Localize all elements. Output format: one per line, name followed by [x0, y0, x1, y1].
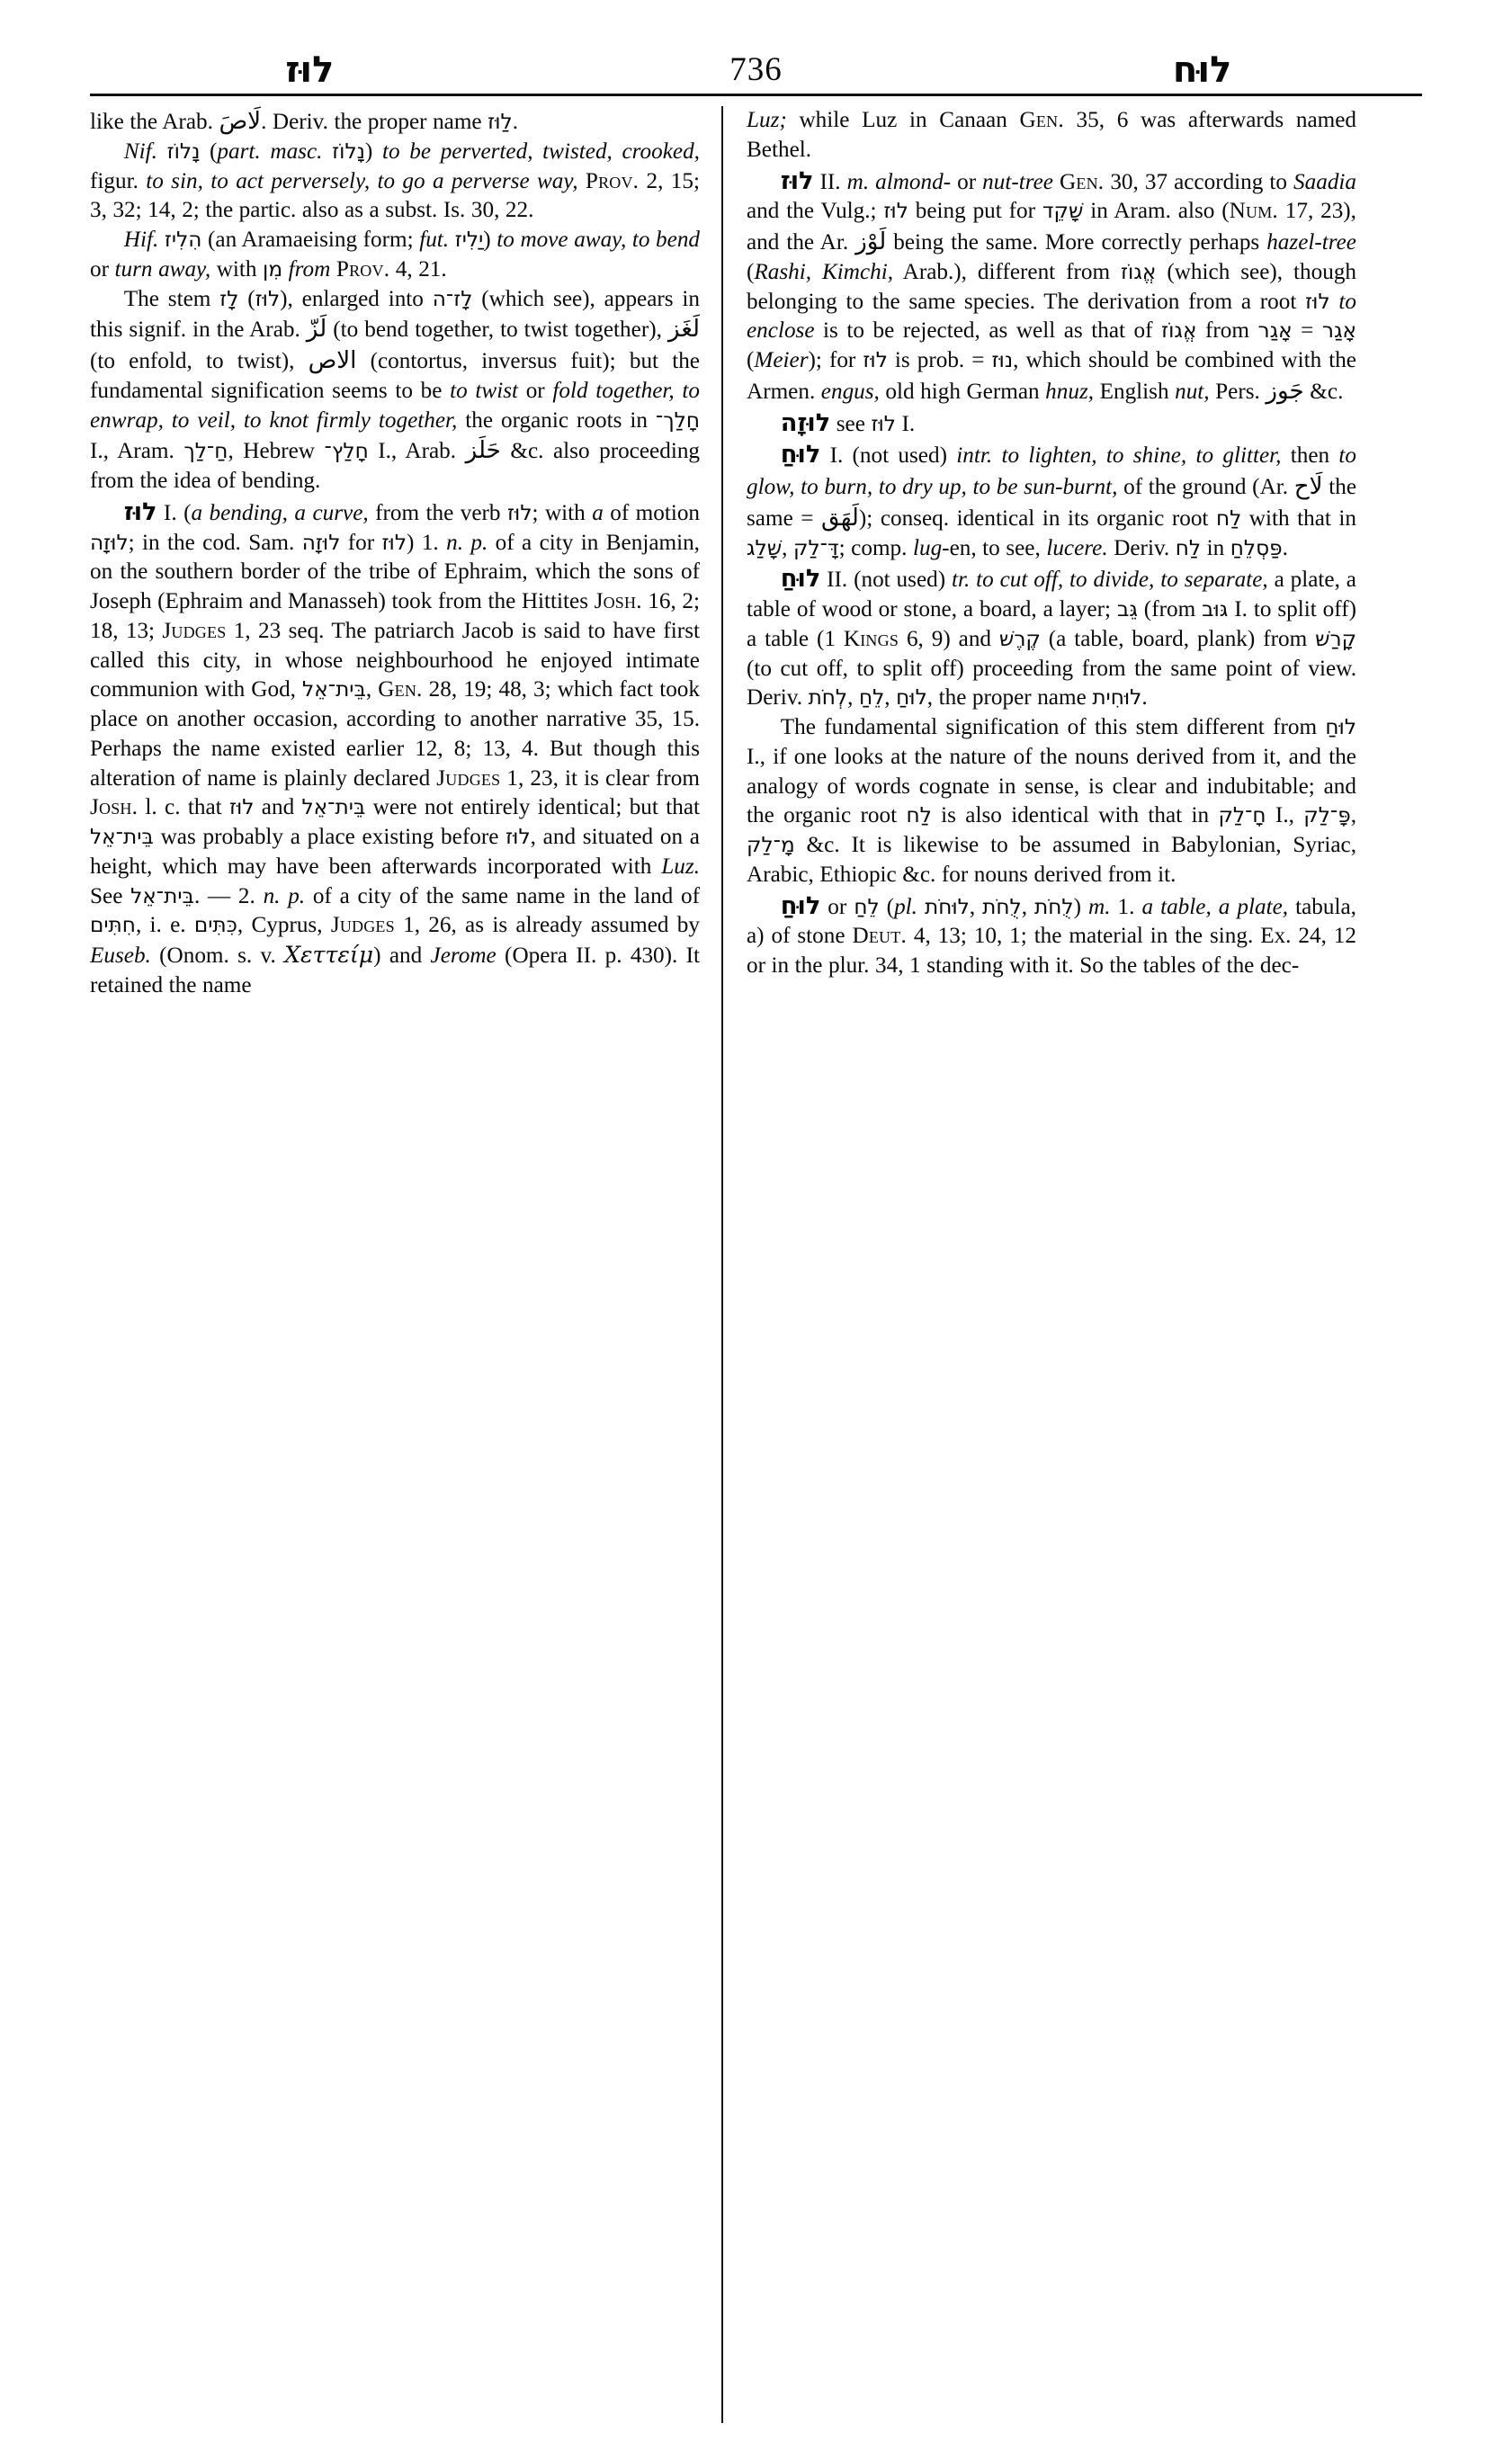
scripture-reference: Num.: [1229, 199, 1278, 224]
hebrew-word: גֵּב: [1116, 597, 1138, 621]
para-nifal: [90, 138, 700, 226]
text-run: 1, 23, it is clear from: [500, 765, 700, 791]
hebrew-word: לוּז: [505, 825, 531, 849]
text-run: (: [747, 348, 755, 372]
italic-gloss: Hif.: [123, 228, 159, 252]
text-run: tabula, a) of stone: [747, 894, 1356, 949]
italic-gloss: from: [288, 256, 331, 282]
hebrew-word: לֻחֹת: [982, 894, 1022, 919]
arabic-word: جَوز: [1266, 377, 1304, 405]
text-run: (: [238, 286, 255, 311]
text-run: [917, 895, 925, 919]
scripture-reference: Gen.: [378, 677, 423, 702]
text-run: like the Arab.: [90, 110, 219, 134]
italic-gloss: Luz;: [747, 108, 787, 132]
italic-gloss: a table, a plate,: [1141, 894, 1289, 919]
text-run: See: [90, 883, 131, 908]
italic-gloss: turn away,: [114, 256, 211, 282]
text-run: ), enlarged into: [280, 286, 433, 311]
scripture-reference: Josh.: [594, 589, 642, 613]
para-fundamental: [747, 713, 1356, 890]
text-run: I., Arab.: [368, 439, 466, 464]
text-run: 4, 13; 10, 1; the material in the sing. Ex. 24, 12 or in the plur. 34, 1 standing with it. So the tables of the dec-: [747, 924, 1356, 978]
hebrew-word: לְחֹת: [808, 685, 848, 711]
text-run: is to be rejected, as well as that of: [814, 318, 1162, 344]
italic-gloss: Euseb.: [90, 943, 151, 968]
hebrew-word: פָּ־לַק: [1303, 803, 1351, 828]
text-run: .: [512, 110, 518, 134]
text-run: ,: [782, 535, 793, 560]
text-run: ,: [365, 677, 379, 702]
text-run: for: [340, 530, 382, 555]
page-number: 736: [729, 51, 783, 88]
text-run: I., if one looks at the nature of the nouns derived from it, and the analogy of words cognate in sense, is clear and indubitable; and the organic root: [747, 744, 1356, 828]
text-run: 1, 26, as is already assumed by: [394, 913, 700, 938]
text-run: (: [747, 259, 755, 284]
italic-gloss: Jerome: [430, 943, 497, 968]
italic-gloss: nut,: [1175, 379, 1210, 404]
hebrew-word: גּוּב: [1202, 597, 1229, 621]
text-run: ,: [1021, 894, 1035, 919]
italic-gloss: Rashi, Kimchi,: [754, 259, 894, 284]
scripture-reference: Gen.: [1060, 169, 1105, 194]
hebrew-word: לוּחֹת: [924, 894, 970, 919]
text-run: The fundamental signification of this stem different from: [780, 715, 1326, 739]
text-column-left: [90, 106, 723, 2423]
italic-gloss: Nif.: [123, 139, 157, 164]
text-run: is also identical with that in: [931, 803, 1219, 828]
text-run: [1330, 290, 1339, 314]
hebrew-word: לֵחַ: [854, 894, 880, 919]
text-run: [578, 169, 586, 193]
text-run: figur.: [90, 168, 147, 193]
scripture-reference: Prov.: [336, 256, 390, 282]
italic-gloss: to divide, to separate,: [1069, 568, 1268, 593]
hebrew-headword: לוּחַ: [780, 441, 821, 469]
text-run: Deriv.: [1107, 535, 1176, 560]
text-run: , and situated on a height, which may have been afterwards incorporated with: [90, 825, 700, 879]
text-run: of a city of the same name in the land of: [305, 883, 700, 908]
text-run: ); conseq. identical in its organic root: [858, 505, 1216, 531]
text-run: while Luz in Canaan: [786, 108, 1020, 132]
hebrew-word: שָׁקֵד: [1042, 199, 1084, 224]
italic-gloss: Meier: [754, 348, 809, 372]
text-run: 35, 6 was afterwards named Bethel.: [747, 108, 1357, 162]
hebrew-word: לוּז: [506, 500, 532, 525]
text-run: (contortus, inversus fuit); but the fundamental signification seems to be: [90, 349, 700, 403]
text-run: en, to see,: [949, 535, 1047, 560]
italic-gloss: engus,: [820, 379, 880, 404]
text-run: (to enfold, to twist),: [90, 349, 309, 373]
hebrew-headword: לוּזָה: [780, 408, 831, 437]
text-run: English: [1094, 379, 1176, 404]
text-run: (to cut off, to split off) proceeding from the same point of view. Deriv.: [747, 656, 1356, 711]
text-run: was probably a place existing before: [153, 825, 506, 849]
hebrew-word: אֱגוֹז: [1121, 259, 1157, 284]
scripture-reference: Judges: [162, 618, 227, 643]
para-luz-deriv: [90, 106, 700, 138]
hebrew-word: לוּז: [255, 286, 281, 311]
scripture-reference: Josh.: [90, 795, 139, 820]
italic-gloss: fut.: [419, 228, 450, 252]
text-run: ; with: [532, 500, 593, 525]
hebrew-word: יַלִיז: [454, 228, 484, 252]
scripture-reference: Judges: [330, 913, 395, 938]
text-run: (: [879, 894, 895, 919]
italic-gloss: a bending, a curve,: [191, 500, 369, 525]
text-run: 30, 37 according to: [1104, 169, 1294, 194]
text-run: &c. It is likewise to be assumed in Babylonian, Syriac, Arabic, Ethiopic &c. for nouns derived from it.: [747, 833, 1356, 887]
text-run: [322, 139, 332, 164]
italic-gloss: lug-: [912, 535, 950, 560]
text-run: 1, 23 seq. The patriarch Jacob is said to have first called this city, in whose neighbourhood he enjoyed intimate communion with God,: [90, 618, 700, 702]
text-run: (Opera II. p. 430). It retained the name: [90, 943, 701, 997]
text-run: ): [1073, 894, 1089, 919]
scripture-reference: Deut.: [852, 924, 907, 949]
text-run: or: [90, 256, 115, 282]
column-container: [90, 106, 1422, 2423]
hebrew-word: לַח: [1215, 505, 1242, 531]
text-column-right: [723, 106, 1356, 2423]
hebrew-word: לַח: [906, 803, 932, 828]
hebrew-word: חָלַך־: [655, 407, 700, 433]
italic-gloss: lucere.: [1046, 535, 1108, 560]
text-run: , i. e.: [135, 913, 194, 938]
text-run: Pers.: [1209, 379, 1266, 404]
text-run: and: [254, 795, 302, 820]
text-run: I., Aram.: [90, 439, 184, 464]
text-run: with that in: [1241, 505, 1356, 531]
hebrew-word: בֵּית־אֵל: [130, 883, 194, 908]
para-luz-I: [90, 496, 700, 1001]
arabic-word: لَاصَ: [219, 108, 262, 135]
text-run: in Aram. also (: [1083, 199, 1230, 224]
text-run: old high German: [879, 379, 1046, 404]
text-run: being put for: [908, 199, 1042, 224]
hebrew-word: אָגַר: [1321, 318, 1356, 344]
hebrew-word: לוּז: [871, 411, 896, 436]
hebrew-word: לוּחִית: [1092, 685, 1142, 711]
text-run: ) 1.: [407, 530, 447, 555]
italic-gloss: intr. to lighten, to shine, to glitter,: [956, 443, 1282, 469]
para-luach-I: [747, 439, 1356, 563]
running-head-right-headword: לוּח: [1172, 49, 1232, 91]
text-run: , the proper name: [926, 685, 1093, 711]
text-run: ,: [969, 894, 983, 919]
text-run: 17, 23), and the Ar.: [747, 199, 1356, 255]
text-run: I. (: [157, 500, 192, 525]
para-luach-noun: [747, 890, 1356, 981]
arabic-word: لَهَق: [821, 504, 859, 532]
text-run: I.,: [1266, 803, 1304, 828]
italic-gloss: a: [592, 500, 604, 525]
text-run: or: [951, 169, 983, 194]
hebrew-word: הִלִיז: [164, 228, 202, 252]
arabic-word: لَغَز: [667, 316, 700, 344]
text-run: or: [820, 894, 854, 919]
italic-gloss: fold together, to enwrap, to veil, to knot firmly together,: [90, 378, 700, 433]
arabic-word: لَوْز: [855, 228, 887, 255]
text-run: The stem: [123, 286, 220, 311]
hebrew-word: לֵחַ: [858, 685, 885, 711]
italic-gloss: n. p.: [446, 530, 488, 555]
text-run: [158, 228, 165, 252]
para-luz-II: [747, 165, 1356, 407]
text-run: II. (not used): [820, 568, 952, 593]
text-run: I. to split off) a table (1: [747, 597, 1356, 651]
italic-gloss: Luz.: [661, 854, 700, 879]
text-run: of a city in Benjamin, on the southern border of the tribe of Ephraim, which the sons of Joseph (Ephraim and Manasseh) took from the Hittites: [90, 530, 700, 613]
italic-gloss: to twist: [450, 378, 519, 403]
hebrew-word: חַ־לַך: [183, 439, 228, 464]
hebrew-word: חָ־לַק: [1218, 803, 1266, 828]
text-run: &c.: [1303, 379, 1344, 404]
italic-gloss: n. p.: [263, 883, 306, 908]
italic-gloss: to be perverted, twisted, crooked,: [381, 139, 700, 164]
text-run: 28, 19; 48, 3; which fact took place on another occasion, according to another narrative 35, 15. Perhaps the name existed earlier 12, 8; 13, 4. But though this alteration of name is plainly declared: [90, 677, 700, 791]
hebrew-word: לֻחֹת: [1034, 894, 1074, 919]
text-run: being the same. More correctly perhaps: [886, 230, 1267, 255]
text-run: is prob. =: [887, 348, 992, 372]
hebrew-headword: לוּחַ: [780, 565, 821, 594]
text-run: ,: [1350, 803, 1357, 828]
italic-gloss: to move away, to bend: [497, 228, 701, 252]
hebrew-word: נוּז: [991, 348, 1014, 372]
hebrew-word: לוּז: [863, 348, 888, 372]
text-run: see: [830, 411, 872, 436]
greek-word: Χεττείμ: [284, 942, 374, 968]
arabic-word: الاص: [308, 347, 357, 374]
text-run: the organic roots in: [457, 407, 656, 433]
text-run: =: [1292, 318, 1322, 344]
text-run: 6, 9) and: [899, 626, 999, 651]
para-hifil: [90, 226, 700, 285]
text-run: from: [1196, 318, 1258, 344]
text-run: ) and: [373, 943, 431, 968]
italic-gloss: pl.: [894, 894, 917, 919]
para-stem: [90, 285, 700, 496]
hebrew-word: בֵּית־אֵל: [90, 825, 154, 849]
hebrew-word: קָרַשׁ: [1315, 626, 1357, 651]
italic-gloss: nut-tree: [982, 169, 1053, 194]
text-run: [449, 228, 455, 252]
text-run: . — 2.: [193, 883, 264, 908]
hebrew-word: לוּחַ: [1325, 715, 1356, 739]
hebrew-word: קֶרֶשׁ: [998, 626, 1041, 651]
text-run: (an Aramaeising form;: [201, 228, 420, 252]
hebrew-word: כִּתִּים: [193, 913, 237, 938]
hebrew-word: אֱגוֹז: [1161, 318, 1197, 344]
italic-gloss: to enclose: [747, 289, 1356, 344]
text-run: the same =: [747, 475, 1356, 531]
italic-gloss: m.: [1088, 894, 1111, 919]
text-run: (which see), though belonging to the same species. The derivation from a root: [747, 259, 1357, 314]
italic-gloss: to sin, to act perversely, to go a perverse way,: [146, 168, 578, 193]
text-run: l. c. that: [138, 795, 229, 820]
running-head: [90, 31, 1422, 91]
hebrew-word: נָלוֹז: [166, 139, 201, 164]
text-run: , Hebrew: [228, 439, 325, 464]
hebrew-word: לוּז: [1305, 289, 1330, 314]
text-run: 2, 15; 3, 32; 14, 2; the partic. also as a subst. Is. 30, 22.: [90, 168, 700, 223]
text-run: ; comp.: [838, 535, 913, 560]
text-run: 1.: [1110, 894, 1142, 919]
hebrew-word: חָלַץ־: [324, 439, 369, 464]
hebrew-word: לַח: [1175, 535, 1202, 560]
text-run: of motion: [603, 500, 701, 525]
hebrew-word: נָלוֹז: [332, 139, 365, 164]
hebrew-word: לַוּז: [488, 110, 513, 134]
hebrew-word: לוּז: [228, 795, 255, 820]
scripture-reference: Kings: [843, 626, 899, 651]
text-run: and the Vulg.;: [747, 199, 884, 224]
hebrew-word: שָׁלַג: [747, 535, 783, 560]
italic-gloss: part. masc.: [217, 139, 323, 164]
text-run: ,: [847, 685, 859, 711]
text-run: I.: [895, 411, 916, 436]
arabic-word: لَاح: [1293, 473, 1323, 500]
hebrew-word: חִתִּים: [90, 913, 136, 938]
hebrew-word: מָ־לַק: [747, 833, 795, 857]
hebrew-word: לוּזָה: [301, 530, 341, 555]
para-luach-II: [747, 563, 1356, 713]
hebrew-word: פַּסְלֵחַ: [1230, 535, 1283, 560]
text-run: (to bend together, to twist together),: [327, 317, 668, 343]
text-run: ): [364, 139, 382, 164]
hebrew-headword: לוּחַ: [780, 891, 821, 920]
italic-gloss: m. almond-: [846, 169, 952, 194]
para-luz-cont: [747, 106, 1356, 165]
text-run: .: [1282, 535, 1288, 560]
text-run: (Onom. s. v.: [150, 943, 285, 968]
text-run: or: [518, 378, 553, 403]
text-run: a plate, a table of wood or stone, a board, a layer;: [747, 568, 1356, 621]
italic-gloss: Saadia: [1293, 169, 1356, 194]
text-run: with: [210, 256, 264, 282]
hebrew-headword: לוּז: [123, 497, 157, 526]
text-run: (which see), appears in this signif. in the Arab.: [90, 286, 701, 343]
italic-gloss: hazel-tree: [1266, 230, 1356, 255]
scripture-reference: Prov.: [585, 168, 640, 193]
para-luzah-xref: [747, 407, 1356, 440]
text-run: ,: [884, 685, 897, 711]
italic-gloss: tr. to cut off,: [951, 568, 1064, 593]
italic-gloss: to glow, to burn, to dry up, to be sun-burnt,: [747, 443, 1357, 499]
text-run: Arab.), different from: [893, 259, 1122, 284]
text-run: , which should be combined with the Armen.: [747, 348, 1356, 404]
hebrew-word: לוּז: [883, 199, 908, 224]
hebrew-word: דָּ־לַק: [793, 535, 839, 560]
text-run: (from: [1137, 597, 1203, 621]
text-run: &c. also proceeding from the idea of bending.: [90, 439, 701, 493]
text-run: I. (not used): [820, 443, 957, 469]
italic-gloss: hnuz,: [1045, 379, 1095, 404]
text-run: ): [483, 228, 497, 252]
text-run: from the verb: [368, 500, 507, 525]
hebrew-word: בֵּית־אֵל: [301, 795, 366, 820]
hebrew-headword: לוּז: [780, 166, 814, 195]
hebrew-word: לוּחַ: [896, 685, 927, 711]
text-run: 16, 2; 18, 13;: [90, 589, 700, 643]
arabic-word: حَلَز: [465, 437, 501, 465]
hebrew-word: לָז־ה: [432, 286, 473, 311]
hebrew-word: לוּז: [381, 530, 407, 555]
text-run: ; in the cod. Sam.: [128, 530, 302, 555]
text-run: of the ground (Ar.: [1117, 475, 1294, 499]
running-head-left-headword: לוּז: [285, 49, 335, 91]
text-run: II.: [813, 169, 847, 194]
text-run: were not entirely identical; but that: [365, 795, 700, 820]
hebrew-word: מִן: [263, 256, 283, 282]
text-run: 4, 21.: [389, 256, 447, 282]
header-rule: [90, 94, 1422, 96]
text-run: (a table, board, plank) from: [1040, 626, 1316, 651]
scripture-reference: Gen.: [1019, 108, 1064, 132]
text-run: .: [1141, 685, 1148, 711]
scripture-reference: Judges: [436, 765, 501, 791]
text-run: . Deriv. the proper name: [261, 110, 488, 134]
text-run: in: [1201, 535, 1230, 560]
text-run: [157, 139, 167, 164]
text-run: , Cyprus,: [237, 913, 331, 938]
hebrew-word: לָז: [219, 286, 239, 311]
arabic-word: لَزّ: [306, 316, 327, 344]
hebrew-word: אָגַר: [1257, 318, 1293, 344]
text-run: (: [200, 139, 218, 164]
hebrew-word: בֵּית־אֵל: [302, 677, 366, 702]
text-run: then: [1281, 443, 1339, 469]
text-run: ); for: [808, 348, 863, 372]
text-run: [1053, 170, 1060, 194]
hebrew-word: לוּזָה: [90, 530, 129, 555]
